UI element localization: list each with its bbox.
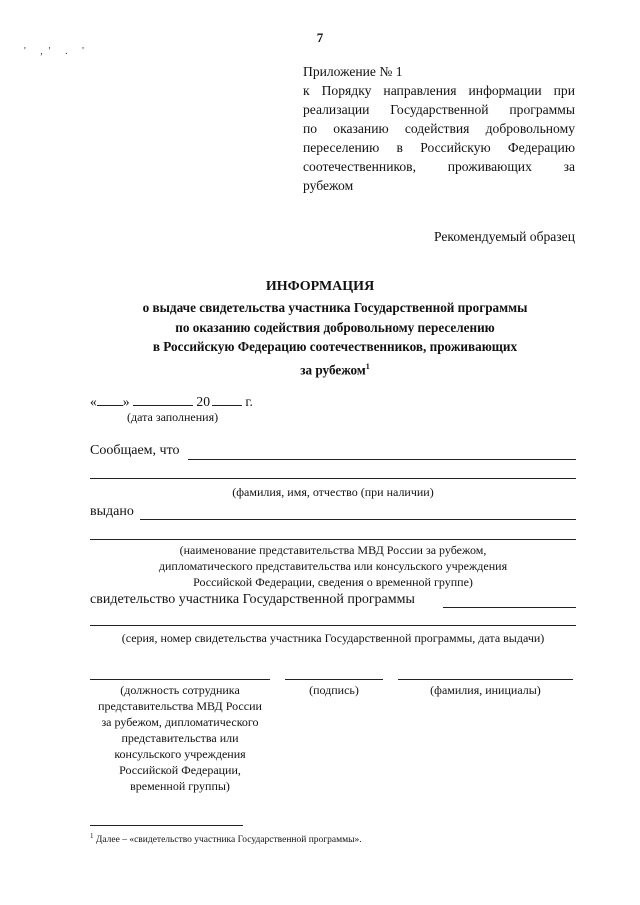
- issued-caption: [90, 542, 576, 590]
- position-signature-line[interactable]: [90, 678, 270, 680]
- position-caption-line: представительства или: [121, 731, 239, 745]
- position-caption-line: представительства МВД России: [98, 699, 262, 713]
- footnote-divider: [90, 824, 243, 826]
- footnote: [90, 832, 362, 845]
- year-suffix: г.: [245, 394, 253, 409]
- subtitle-line: [90, 357, 580, 380]
- position-caption-line: Российской Федерации,: [119, 763, 241, 777]
- subtitle-line: по оказанию содействия добровольному переселению: [175, 319, 495, 335]
- report-name-field-continued[interactable]: [90, 477, 576, 479]
- page-number: 7: [316, 30, 324, 45]
- footnote-number: 1: [90, 832, 94, 840]
- scan-specks: ' ,' . ': [24, 46, 90, 57]
- recommended-sample-label: Рекомендуемый образец: [434, 229, 575, 244]
- certificate-field[interactable]: [443, 606, 576, 608]
- certificate-label: свидетельство участника Государственной программы: [90, 592, 415, 607]
- year-field[interactable]: [212, 391, 242, 406]
- issued-caption-line: дипломатического представительства или консульского учреждения: [158, 559, 508, 573]
- document-subtitle: [90, 298, 580, 379]
- appendix-line: рубежом: [303, 178, 354, 193]
- appendix-line: к Порядку направления информации при: [303, 83, 575, 98]
- signature-line[interactable]: [285, 678, 383, 680]
- appendix-line: реализации Государственной программы: [303, 102, 575, 117]
- position-caption-line: консульского учреждения: [114, 747, 246, 761]
- name-caption: (фамилия, инициалы): [430, 683, 541, 697]
- appendix-line: по оказанию содействия добровольному: [303, 121, 575, 136]
- report-name-field[interactable]: [188, 458, 576, 460]
- appendix-line: соотечественников, проживающих за: [303, 159, 575, 174]
- issued-by-field-continued[interactable]: [90, 538, 576, 540]
- report-caption: (фамилия, имя, отчество (при наличии): [232, 485, 434, 499]
- footnote-mark: 1: [365, 361, 370, 371]
- close-quote: »: [122, 394, 130, 409]
- subtitle-line: о выдаче свидетельства участника Государственной программы: [142, 300, 528, 315]
- month-field[interactable]: [133, 391, 193, 406]
- certificate-caption: (серия, номер свидетельства участника Государственной программы, дата выдачи): [121, 631, 545, 645]
- year-prefix: 20: [196, 394, 210, 409]
- day-field[interactable]: [97, 391, 123, 406]
- position-caption-line: (должность сотрудника: [120, 683, 240, 697]
- subtitle-last: за рубежом: [300, 361, 366, 377]
- appendix-line: переселению в Российскую Федерацию: [303, 140, 575, 155]
- issued-label: выдано: [90, 504, 134, 519]
- certificate-field-continued[interactable]: [90, 624, 576, 626]
- position-caption-line: временной группы): [130, 779, 230, 793]
- position-caption: [90, 682, 270, 794]
- signature-caption: (подпись): [309, 683, 359, 697]
- issued-by-field[interactable]: [140, 518, 576, 520]
- appendix-title: Приложение № 1: [303, 64, 403, 79]
- position-caption-line: за рубежом, дипломатического: [101, 715, 259, 729]
- date-line: [90, 391, 253, 410]
- document-title: ИНФОРМАЦИЯ: [265, 279, 375, 294]
- date-caption: (дата заполнения): [127, 410, 219, 424]
- open-quote: «: [90, 394, 97, 409]
- issued-caption-line: (наименование представительства МВД России за рубежом,: [179, 543, 487, 557]
- report-label: Сообщаем, что: [90, 443, 180, 458]
- name-signature-line[interactable]: [398, 678, 573, 680]
- issued-caption-line: Российской Федерации, сведения о временной группе): [193, 575, 473, 589]
- footnote-text: Далее – «свидетельство участника Государственной программы».: [95, 835, 362, 846]
- subtitle-line: в Российскую Федерацию соотечественников, проживающих: [152, 339, 518, 354]
- appendix-block: [303, 62, 575, 195]
